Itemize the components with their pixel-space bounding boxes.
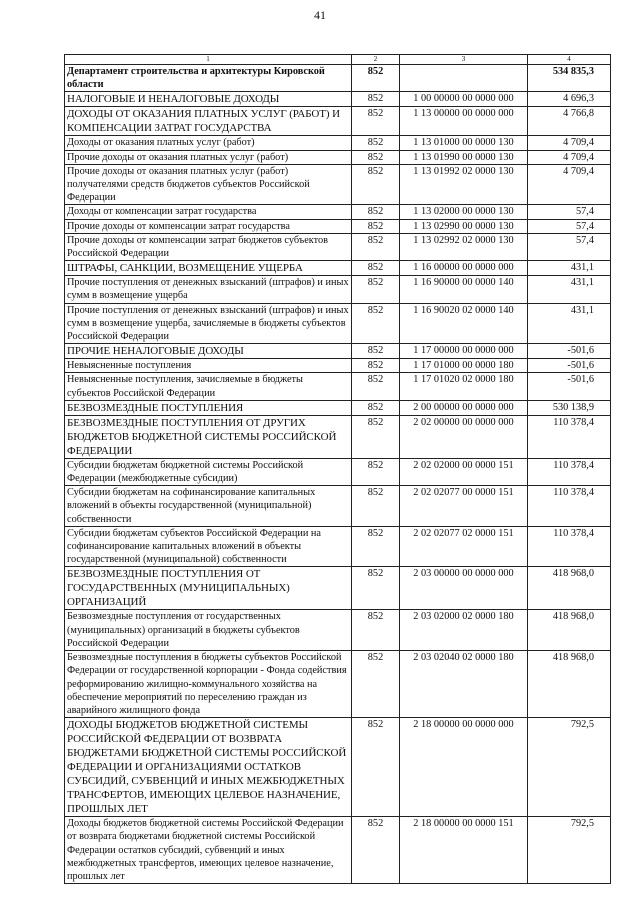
amount-cell: 4 709,4: [528, 150, 611, 164]
amount-cell: 110 378,4: [528, 526, 611, 567]
admin-code-cell: 852: [352, 486, 400, 527]
budget-code-cell: 2 02 00000 00 0000 000: [400, 415, 528, 458]
amount-cell: 530 138,9: [528, 400, 611, 415]
amount-cell: 792,5: [528, 718, 611, 817]
table-row: [65, 164, 611, 205]
admin-code-cell: 852: [352, 718, 400, 817]
column-number: 4: [528, 55, 611, 65]
income-name-cell: ШТРАФЫ, САНКЦИИ, ВОЗМЕЩЕНИЕ УЩЕРБА: [65, 261, 352, 276]
amount-cell: 4 766,8: [528, 107, 611, 136]
table-row: [65, 344, 611, 359]
table-row: [65, 233, 611, 260]
table-row: [65, 567, 611, 610]
income-name-cell: Прочие поступления от денежных взысканий (штрафов) и иных сумм в возмещение ущерба: [65, 276, 352, 303]
budget-code-cell: 2 02 02077 02 0000 151: [400, 526, 528, 567]
budget-code-cell: 1 13 01000 00 0000 130: [400, 136, 528, 150]
table-row: [65, 458, 611, 485]
amount-cell: 4 696,3: [528, 92, 611, 107]
table-row: [65, 303, 611, 344]
amount-cell: 431,1: [528, 276, 611, 303]
admin-code-cell: 852: [352, 567, 400, 610]
admin-code-cell: 852: [352, 164, 400, 205]
table-row: [65, 718, 611, 817]
income-name-cell: ДОХОДЫ ОТ ОКАЗАНИЯ ПЛАТНЫХ УСЛУГ (РАБОТ) И КОМПЕНСАЦИИ ЗАТРАТ ГОСУДАРСТВА: [65, 107, 352, 136]
budget-code-cell: 1 17 01000 00 0000 180: [400, 359, 528, 373]
income-name-cell: Прочие доходы от компенсации затрат государства: [65, 219, 352, 233]
admin-code-cell: 852: [352, 400, 400, 415]
admin-code-cell: 852: [352, 92, 400, 107]
table-row: [65, 526, 611, 567]
admin-code-cell: 852: [352, 233, 400, 260]
admin-code-cell: 852: [352, 303, 400, 344]
table-body: [65, 55, 611, 884]
table-row: [65, 651, 611, 718]
table-row: [65, 107, 611, 136]
income-name-cell: НАЛОГОВЫЕ И НЕНАЛОГОВЫЕ ДОХОДЫ: [65, 92, 352, 107]
budget-code-cell: 2 02 02077 00 0000 151: [400, 486, 528, 527]
budget-code-cell: 2 18 00000 00 0000 000: [400, 718, 528, 817]
income-name-cell: Невыясненные поступления, зачисляемые в бюджеты субъектов Российской Федерации: [65, 373, 352, 400]
income-name-cell: Невыясненные поступления: [65, 359, 352, 373]
amount-cell: 110 378,4: [528, 486, 611, 527]
admin-code-cell: 852: [352, 219, 400, 233]
table-row: [65, 373, 611, 400]
amount-cell: -501,6: [528, 359, 611, 373]
income-name-cell: Субсидии бюджетам субъектов Российской Федерации на софинансирование капитальных вложений в объекты государственной (муниципальной) собственности: [65, 526, 352, 567]
budget-code-cell: 1 13 02990 00 0000 130: [400, 219, 528, 233]
budget-code-cell: 1 16 00000 00 0000 000: [400, 261, 528, 276]
amount-cell: 792,5: [528, 817, 611, 884]
table-row: [65, 276, 611, 303]
income-name-cell: БЕЗВОЗМЕЗДНЫЕ ПОСТУПЛЕНИЯ ОТ ДРУГИХ БЮДЖЕТОВ БЮДЖЕТНОЙ СИСТЕМЫ РОССИЙСКОЙ ФЕДЕРАЦИИ: [65, 415, 352, 458]
budget-code-cell: 1 13 01992 02 0000 130: [400, 164, 528, 205]
amount-cell: 57,4: [528, 219, 611, 233]
amount-cell: 57,4: [528, 233, 611, 260]
income-name-cell: Безвозмездные поступления в бюджеты субъектов Российской Федерации от государственной корпорации - Фонда содействия реформированию жилищно-коммунального хозяйства на обеспечение мероприятий по переселению граждан из аварийного жилищного фонда: [65, 651, 352, 718]
budget-code-cell: 1 17 01020 02 0000 180: [400, 373, 528, 400]
income-name-cell: Субсидии бюджетам на софинансирование капитальных вложений в объекты государственной (муниципальной) собственности: [65, 486, 352, 527]
income-table: [64, 54, 611, 884]
amount-cell: 418 968,0: [528, 567, 611, 610]
admin-code-cell: 852: [352, 276, 400, 303]
budget-code-cell: 2 03 00000 00 0000 000: [400, 567, 528, 610]
income-name-cell: БЕЗВОЗМЕЗДНЫЕ ПОСТУПЛЕНИЯ ОТ ГОСУДАРСТВЕННЫХ (МУНИЦИПАЛЬНЫХ) ОРГАНИЗАЦИЙ: [65, 567, 352, 610]
budget-code-cell: 1 13 02000 00 0000 130: [400, 205, 528, 219]
page-number: 41: [314, 8, 326, 22]
admin-code-cell: 852: [352, 344, 400, 359]
admin-code-cell: 852: [352, 610, 400, 651]
table-row: [65, 65, 611, 92]
amount-cell: 110 378,4: [528, 415, 611, 458]
budget-code-cell: 1 16 90000 00 0000 140: [400, 276, 528, 303]
admin-code-cell: 852: [352, 359, 400, 373]
income-name-cell: Субсидии бюджетам бюджетной системы Российской Федерации (межбюджетные субсидии): [65, 458, 352, 485]
admin-code-cell: 852: [352, 150, 400, 164]
admin-code-cell: 852: [352, 651, 400, 718]
table-row: [65, 150, 611, 164]
income-name-cell: Прочие доходы от компенсации затрат бюджетов субъектов Российской Федерации: [65, 233, 352, 260]
budget-code-cell: 2 02 02000 00 0000 151: [400, 458, 528, 485]
budget-code-cell: 1 00 00000 00 0000 000: [400, 92, 528, 107]
budget-code-cell: 2 03 02040 02 0000 180: [400, 651, 528, 718]
admin-code-cell: 852: [352, 205, 400, 219]
amount-cell: 57,4: [528, 205, 611, 219]
budget-code-cell: 1 13 02992 02 0000 130: [400, 233, 528, 260]
table-row: [65, 400, 611, 415]
budget-code-cell: 1 13 01990 00 0000 130: [400, 150, 528, 164]
amount-cell: 110 378,4: [528, 458, 611, 485]
admin-code-cell: 852: [352, 373, 400, 400]
admin-code-cell: 852: [352, 261, 400, 276]
amount-cell: 431,1: [528, 261, 611, 276]
table-row: [65, 136, 611, 150]
admin-code-cell: 852: [352, 136, 400, 150]
income-name-cell: Департамент строительства и архитектуры Кировской области: [65, 65, 352, 92]
amount-cell: -501,6: [528, 373, 611, 400]
budget-code-cell: 2 03 02000 02 0000 180: [400, 610, 528, 651]
amount-cell: 431,1: [528, 303, 611, 344]
table-row: [65, 205, 611, 219]
income-name-cell: Прочие поступления от денежных взысканий (штрафов) и иных сумм в возмещение ущерба, зачисляемые в бюджеты субъектов Российской Федерации: [65, 303, 352, 344]
amount-cell: 534 835,3: [528, 65, 611, 92]
admin-code-cell: 852: [352, 817, 400, 884]
income-name-cell: Доходы от компенсации затрат государства: [65, 205, 352, 219]
budget-code-cell: 1 13 00000 00 0000 000: [400, 107, 528, 136]
admin-code-cell: 852: [352, 65, 400, 92]
budget-code-cell: 1 16 90020 02 0000 140: [400, 303, 528, 344]
table-row: [65, 610, 611, 651]
budget-code-cell: 1 17 00000 00 0000 000: [400, 344, 528, 359]
budget-code-cell: [400, 65, 528, 92]
table-row: [65, 261, 611, 276]
column-number-row: [65, 55, 611, 65]
table-row: [65, 219, 611, 233]
income-name-cell: Прочие доходы от оказания платных услуг (работ): [65, 150, 352, 164]
income-name-cell: ДОХОДЫ БЮДЖЕТОВ БЮДЖЕТНОЙ СИСТЕМЫ РОССИЙСКОЙ ФЕДЕРАЦИИ ОТ ВОЗВРАТА БЮДЖЕТАМИ БЮДЖЕТНОЙ СИСТЕМЫ РОССИЙСКОЙ ФЕДЕРАЦИИ И ОРГАНИЗАЦИЯМИ ОСТАТКОВ СУБСИДИЙ, СУБВЕНЦИЙ И ИНЫХ МЕЖБЮДЖЕТНЫХ ТРАНСФЕРТОВ, ИМЕЮЩИХ ЦЕЛЕВОЕ НАЗНАЧЕНИЕ, ПРОШЛЫХ ЛЕТ: [65, 718, 352, 817]
income-name-cell: Доходы от оказания платных услуг (работ): [65, 136, 352, 150]
column-number: 1: [65, 55, 352, 65]
income-name-cell: БЕЗВОЗМЕЗДНЫЕ ПОСТУПЛЕНИЯ: [65, 400, 352, 415]
amount-cell: -501,6: [528, 344, 611, 359]
table-row: [65, 486, 611, 527]
admin-code-cell: 852: [352, 107, 400, 136]
income-name-cell: ПРОЧИЕ НЕНАЛОГОВЫЕ ДОХОДЫ: [65, 344, 352, 359]
budget-code-cell: 2 00 00000 00 0000 000: [400, 400, 528, 415]
column-number: 3: [400, 55, 528, 65]
income-name-cell: Доходы бюджетов бюджетной системы Российской Федерации от возврата бюджетами бюджетной системы Российской Федерации остатков субсидий, субвенций и иных межбюджетных трансфертов, имеющих целевое назначение, прошлых лет: [65, 817, 352, 884]
table-row: [65, 415, 611, 458]
table-row: [65, 359, 611, 373]
income-name-cell: Безвозмездные поступления от государственных (муниципальных) организаций в бюджеты субъектов Российской Федерации: [65, 610, 352, 651]
column-number: 2: [352, 55, 400, 65]
admin-code-cell: 852: [352, 415, 400, 458]
admin-code-cell: 852: [352, 458, 400, 485]
budget-code-cell: 2 18 00000 00 0000 151: [400, 817, 528, 884]
amount-cell: 4 709,4: [528, 136, 611, 150]
table-row: [65, 817, 611, 884]
admin-code-cell: 852: [352, 526, 400, 567]
amount-cell: 418 968,0: [528, 610, 611, 651]
table-row: [65, 92, 611, 107]
amount-cell: 4 709,4: [528, 164, 611, 205]
income-name-cell: Прочие доходы от оказания платных услуг (работ) получателями средств бюджетов субъектов Российской Федерации: [65, 164, 352, 205]
amount-cell: 418 968,0: [528, 651, 611, 718]
